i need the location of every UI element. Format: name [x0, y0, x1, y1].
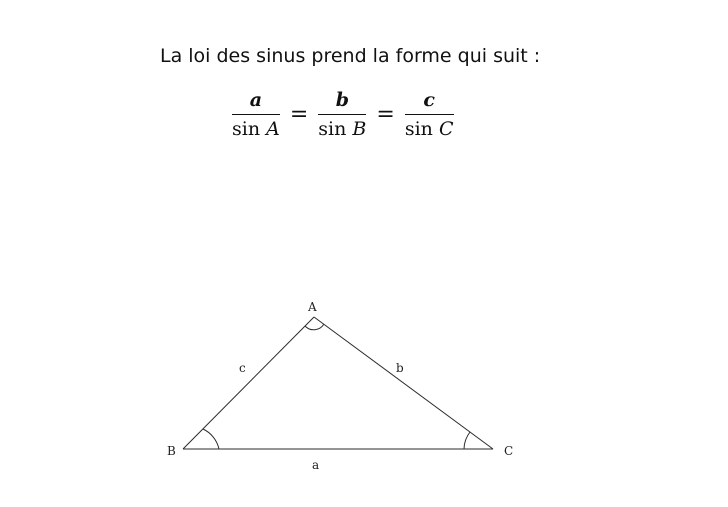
- angle-arc-b: [203, 429, 219, 449]
- sin-function: sin: [318, 118, 347, 140]
- angle-a: A: [266, 118, 280, 140]
- vertex-label-a: A: [308, 300, 317, 314]
- vertex-label-c: C: [504, 444, 514, 458]
- side-b-line: [314, 317, 493, 449]
- angle-b: B: [352, 118, 367, 140]
- equals-sign: =: [376, 101, 395, 127]
- side-label-a: a: [312, 458, 320, 472]
- angle-arc-a: [305, 324, 324, 330]
- side-c-line: [183, 317, 314, 449]
- numerator-b: b: [335, 89, 349, 111]
- side-label-b: b: [396, 361, 404, 375]
- vertex-label-b: B: [167, 444, 176, 458]
- sin-function: sin: [404, 118, 433, 140]
- sin-function: sin: [232, 118, 261, 140]
- side-label-c: c: [239, 361, 246, 375]
- numerator-a: a: [249, 89, 263, 111]
- numerator-c: c: [423, 89, 435, 111]
- equals-sign: =: [289, 101, 309, 127]
- angle-c: C: [438, 118, 454, 140]
- intro-text: La loi des sinus prend la forme qui suit :: [160, 45, 541, 67]
- angle-arc-c: [464, 432, 470, 449]
